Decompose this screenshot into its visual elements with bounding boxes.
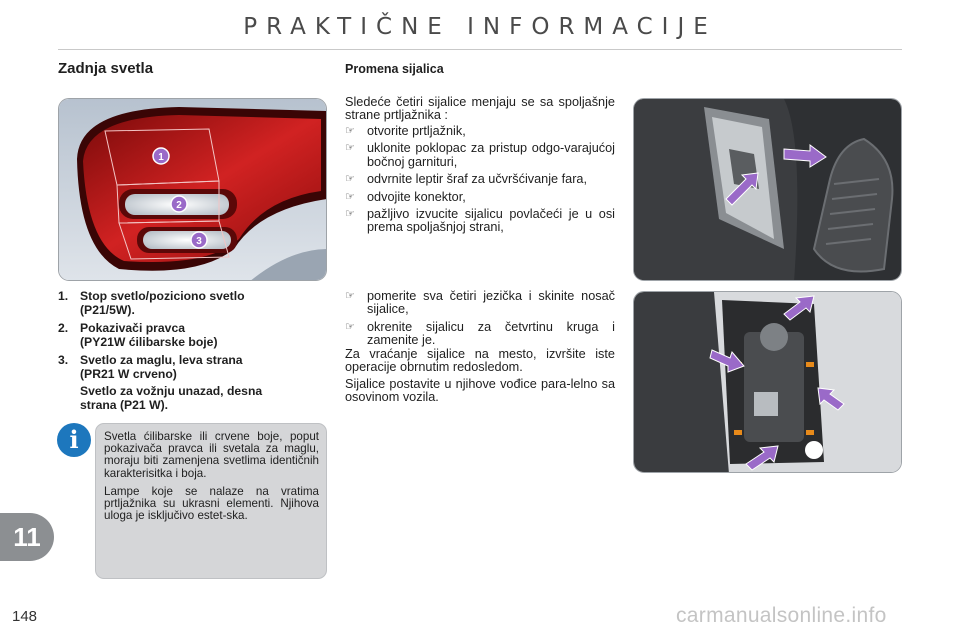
pointing-hand-icon: ☞: [345, 290, 355, 302]
step-item: ☞ odvrnite leptir šraf za učvršćivanje fara,: [345, 172, 588, 187]
watermark: carmanualsonline.info: [676, 604, 887, 627]
reassembly-paragraph: Za vraćanje sijalice na mesto, izvršite iste operacije obrnutim redosledom.: [345, 347, 615, 375]
legend-item-3: 3. Svetlo za maglu, leva strana (PR21 W crveno): [58, 353, 243, 381]
header-divider: [58, 49, 902, 50]
pointing-hand-icon: ☞: [345, 208, 355, 221]
step-item: ☞ okrenite sijalicu za četvrtinu kruga i zamenite je.: [345, 319, 615, 348]
steps-list-1: [345, 125, 615, 239]
pointing-hand-icon: ☞: [345, 320, 355, 333]
page-number: 148: [12, 608, 38, 625]
info-icon: i: [57, 423, 91, 457]
legend-item-2: 2. Pokazivači pravca (PY21W ćilibarske boje): [58, 321, 218, 349]
svg-text:3: 3: [196, 236, 202, 247]
legend-item-3-extra: Svetlo za vožnju unazad, desna strana (P21 W).: [80, 384, 263, 412]
info-note-box: [95, 423, 327, 579]
step-item: ☞ pažljivo izvucite sijalicu povlačeći je u osi prema spoljašnjoj strani,: [345, 207, 615, 235]
steps-list-2: [345, 290, 615, 352]
pointing-hand-icon: ☞: [345, 190, 355, 203]
rear-lamp-photo: [58, 98, 327, 281]
callout-2-badge: [171, 196, 187, 212]
section-title: Zadnja svetla: [58, 60, 154, 77]
intro-text: Sledeće četiri sijalice menjaju se sa spoljašnje strane prtljažnika :: [345, 95, 615, 123]
chapter-tab: 11: [0, 513, 54, 561]
pointing-hand-icon: ☞: [345, 173, 355, 186]
lamp-legend: [58, 290, 323, 412]
pointing-hand-icon: ☞: [345, 125, 355, 137]
svg-text:1: 1: [158, 152, 164, 163]
orientation-paragraph: Sijalice postavite u njihove vođice para-lelno sa osovinom vozila.: [345, 377, 615, 405]
step-item: ☞ pomerite sva četiri jezička i skinite nosač sijalice,: [345, 289, 615, 317]
step-item: ☞ odvojite konektor,: [345, 189, 466, 204]
step-item: ☞ uklonite poklopac za pristup odgo-varajućoj bočnoj garnituri,: [345, 141, 615, 169]
lamp-removal-photo: [633, 98, 902, 281]
step-item: ☞ otvorite prtljažnik,: [345, 124, 466, 138]
callout-1-badge: [153, 148, 169, 164]
note-paragraph-2: Lampe koje se nalaze na vratima prtljažnika su ukrasni elementi. Njihova uloga je isključivo estet-ska.: [104, 484, 319, 523]
svg-text:2: 2: [176, 200, 182, 211]
pointing-hand-icon: ☞: [345, 142, 355, 155]
legend-item-1: 1. Stop svetlo/poziciono svetlo (P21/5W).: [58, 289, 245, 317]
page-header-title: PRAKTIČNE INFORMACIJE: [243, 14, 717, 40]
callout-3-badge: [191, 232, 207, 248]
note-paragraph-1: Svetla ćilibarske ili crvene boje, poput pokazivača pravca ili svetala za maglu, moraju biti zamenjena svetlima identičnih karakterisitka i boja.: [104, 430, 319, 480]
bulb-holder-photo: [633, 291, 902, 473]
subsection-title: Promena sijalica: [345, 62, 444, 76]
